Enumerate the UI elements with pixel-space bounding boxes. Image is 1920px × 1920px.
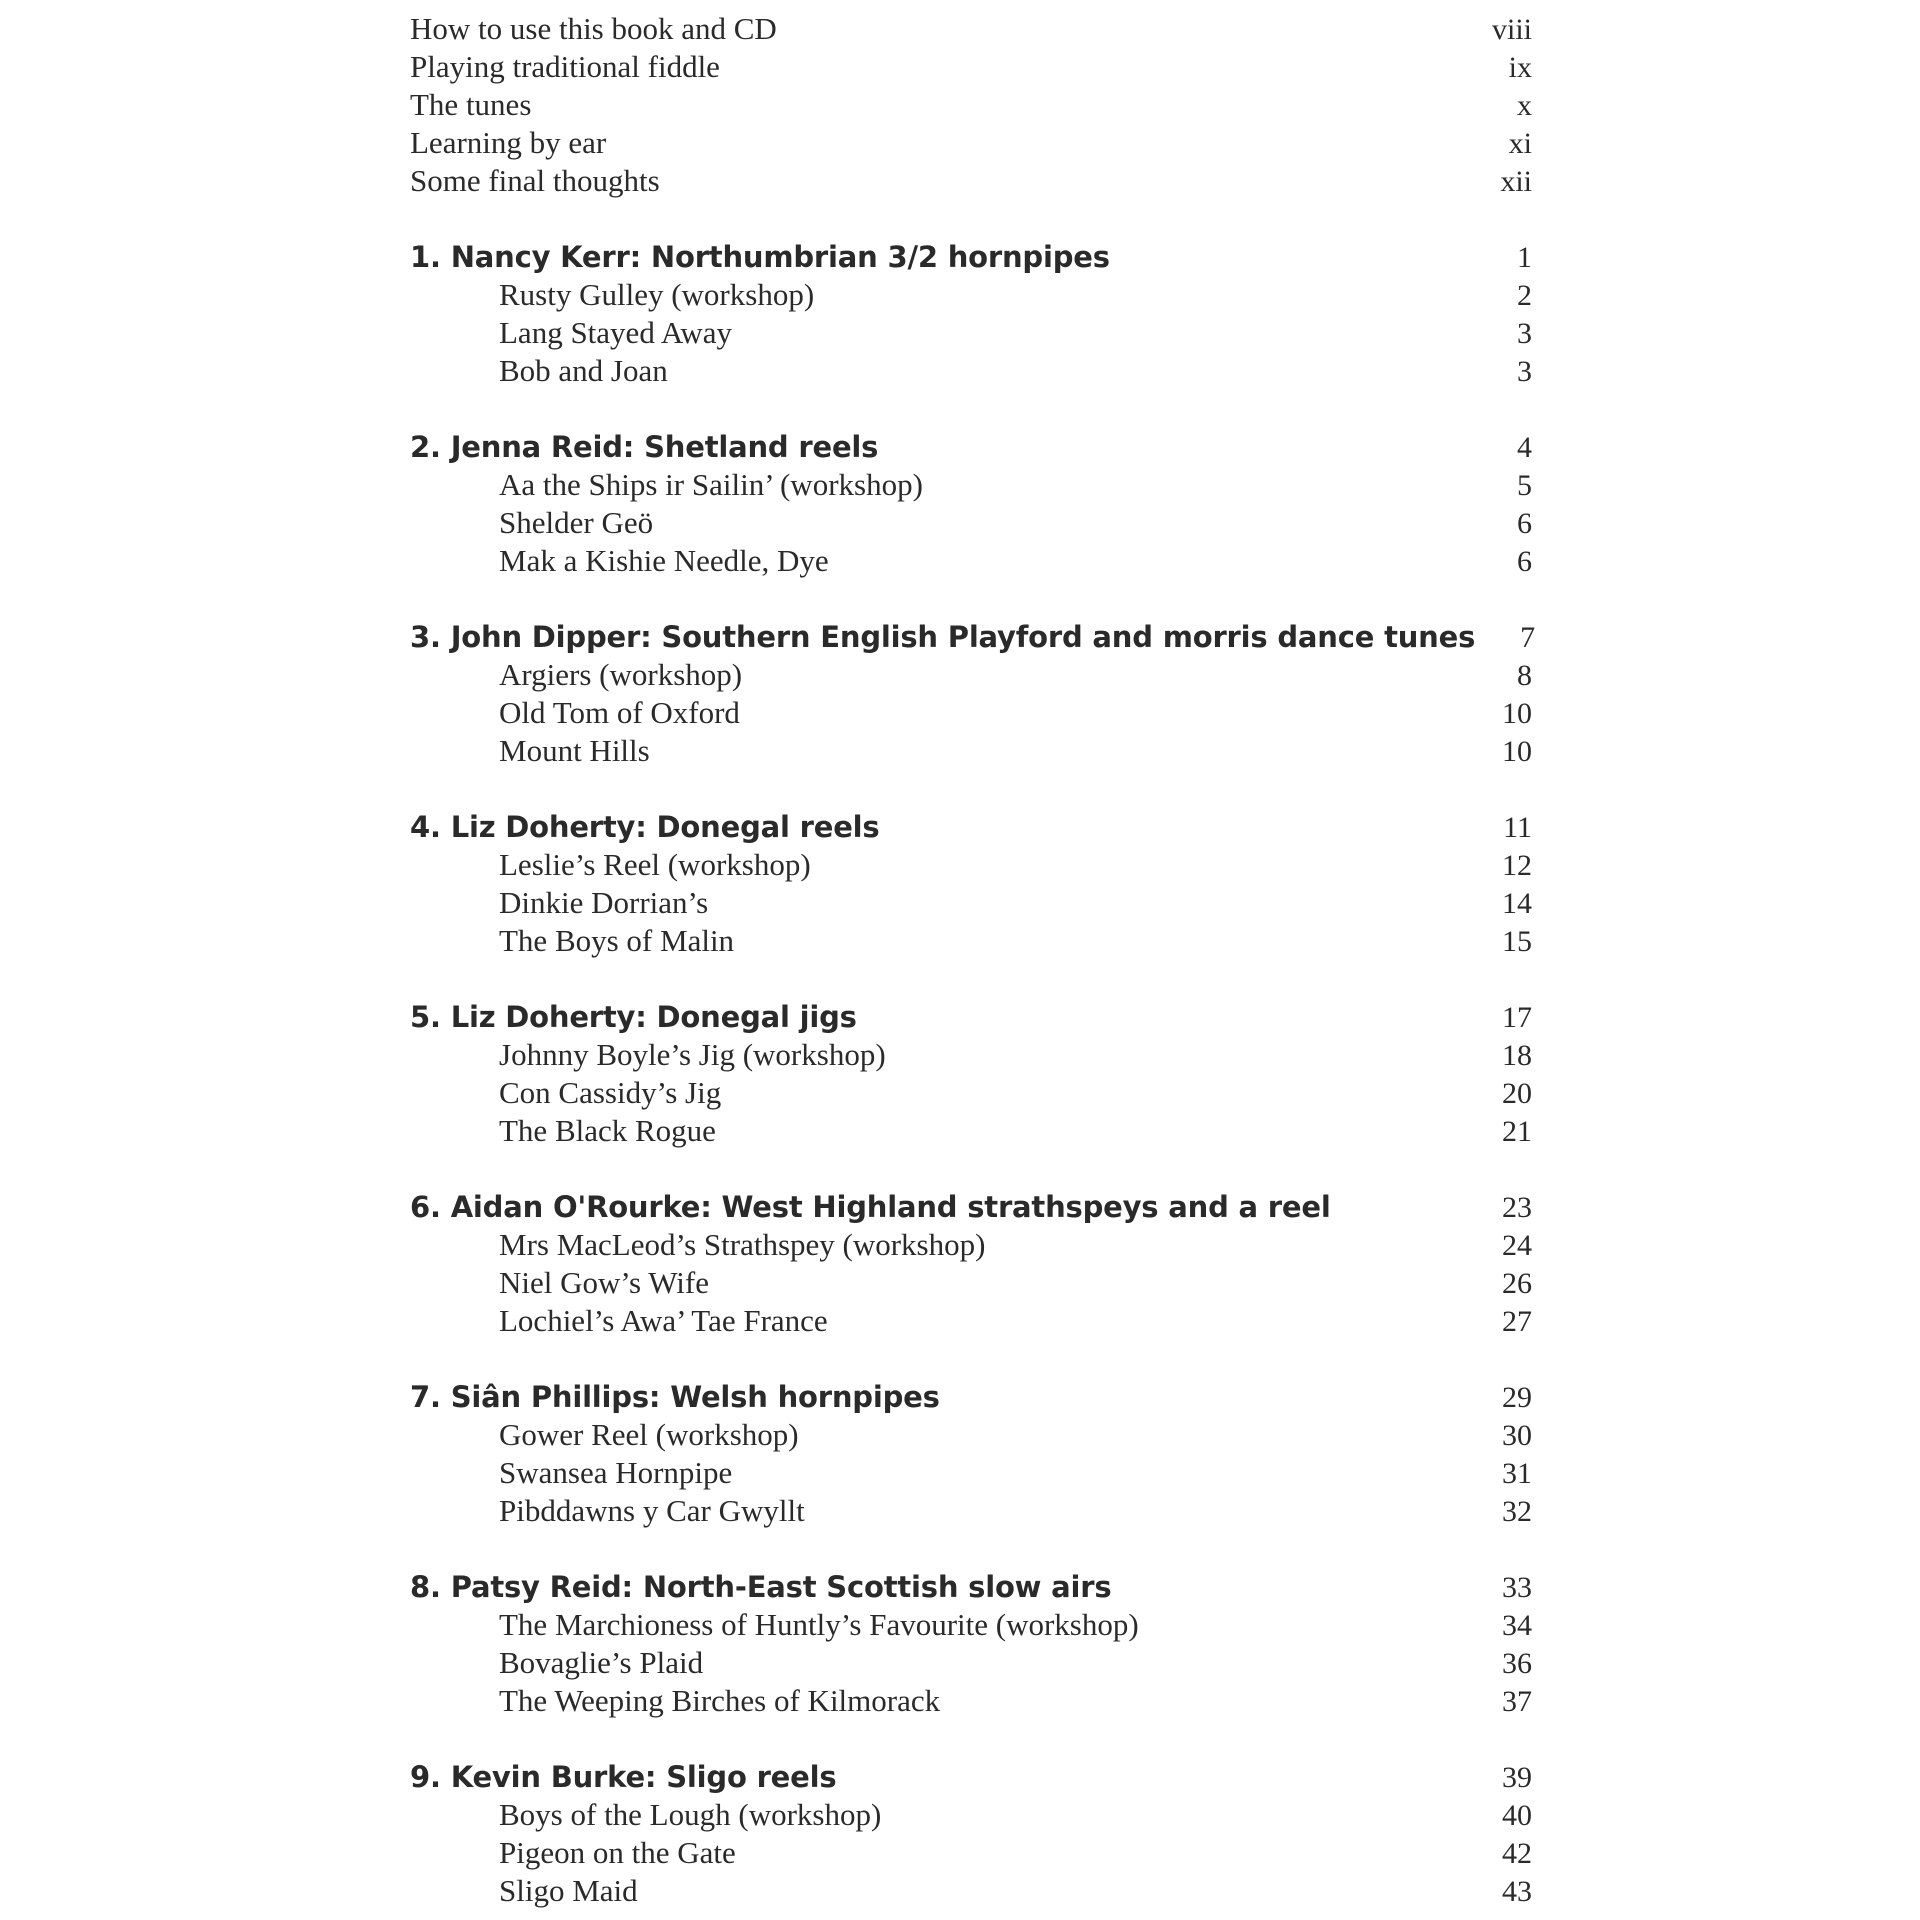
tune-title: Pigeon on the Gate [499, 1835, 736, 1870]
chapter-heading [410, 618, 1536, 656]
tune-title: Mount Hills [499, 733, 650, 768]
chapter-heading [410, 998, 1532, 1036]
tune-page: 5 [1517, 469, 1532, 502]
tune-page: 40 [1502, 1799, 1532, 1832]
toc-entry [410, 86, 1532, 124]
tune-title: The Weeping Birches of Kilmorack [499, 1683, 941, 1718]
entry-page: xi [1508, 127, 1532, 160]
entry-page: ix [1508, 51, 1532, 84]
tune-page: 34 [1502, 1609, 1532, 1642]
tune-title: The Black Rogue [499, 1113, 716, 1148]
tune-entry [410, 1302, 1532, 1340]
tune-title: Old Tom of Oxford [499, 695, 740, 730]
chapter-heading [410, 808, 1532, 846]
tune-title: Pibddawns y Car Gwyllt [499, 1493, 805, 1528]
tune-entry [410, 1112, 1532, 1150]
tune-entry [410, 732, 1532, 770]
tune-entry [410, 542, 1532, 580]
chapter-page: 29 [1502, 1381, 1532, 1414]
tune-title: Bob and Joan [499, 353, 668, 388]
entry-page: x [1517, 89, 1532, 122]
chapter-section [410, 1758, 1532, 1910]
chapter-heading [410, 238, 1532, 276]
chapter-page: 11 [1503, 811, 1532, 844]
chapter-heading [410, 1378, 1532, 1416]
chapter-title: 4. Liz Doherty: Donegal reels [410, 810, 880, 844]
tune-title: Mak a Kishie Needle, Dye [499, 543, 829, 578]
chapter-page: 17 [1502, 1001, 1532, 1034]
tune-title: Rusty Gulley (workshop) [499, 277, 815, 312]
chapter-section [410, 1188, 1532, 1340]
tune-title: Gower Reel (workshop) [499, 1417, 799, 1452]
chapter-title: 8. Patsy Reid: North-East Scottish slow airs [410, 1570, 1112, 1604]
tune-page: 2 [1517, 279, 1532, 312]
tune-title: Bovaglie’s Plaid [499, 1645, 704, 1680]
chapter-section [410, 1378, 1532, 1530]
chapter-heading [410, 428, 1532, 466]
tune-page: 6 [1517, 545, 1532, 578]
tune-title: Niel Gow’s Wife [499, 1265, 709, 1300]
tune-page: 10 [1502, 735, 1532, 768]
tune-title: Lang Stayed Away [499, 315, 733, 350]
chapter-section [410, 998, 1532, 1150]
tune-page: 43 [1502, 1875, 1532, 1908]
chapter-section [410, 618, 1536, 770]
tune-entry [410, 1036, 1532, 1074]
entry-title: Learning by ear [410, 125, 607, 160]
chapter-section [410, 808, 1532, 960]
intro-section [410, 10, 1532, 200]
tune-title: Johnny Boyle’s Jig (workshop) [499, 1037, 886, 1072]
tune-entry [410, 1226, 1532, 1264]
tune-entry [410, 1682, 1532, 1720]
toc-entry [410, 48, 1532, 86]
tune-entry [410, 1416, 1532, 1454]
tune-page: 31 [1502, 1457, 1532, 1490]
tune-entry [410, 1834, 1532, 1872]
tune-entry [410, 1454, 1532, 1492]
entry-page: viii [1491, 13, 1532, 46]
chapter-page: 7 [1520, 621, 1536, 654]
tune-page: 42 [1502, 1837, 1532, 1870]
chapter-heading [410, 1568, 1532, 1606]
entry-title: The tunes [410, 87, 532, 122]
chapter-title: 2. Jenna Reid: Shetland reels [410, 430, 879, 464]
chapter-title: 1. Nancy Kerr: Northumbrian 3/2 hornpipes [410, 240, 1110, 274]
tune-title: Swansea Hornpipe [499, 1455, 733, 1490]
tune-page: 12 [1502, 849, 1532, 882]
entry-title: Some final thoughts [410, 163, 660, 198]
tune-page: 8 [1517, 659, 1532, 692]
tune-page: 26 [1502, 1267, 1532, 1300]
tune-title: Con Cassidy’s Jig [499, 1075, 722, 1110]
tune-entry [410, 1074, 1532, 1112]
tune-entry [410, 1606, 1532, 1644]
tune-title: Argiers (workshop) [499, 657, 743, 692]
tune-entry [410, 1492, 1532, 1530]
tune-entry [410, 314, 1532, 352]
tune-entry [410, 276, 1532, 314]
tune-entry [410, 1872, 1532, 1910]
tune-page: 14 [1502, 887, 1532, 920]
tune-page: 18 [1502, 1039, 1532, 1072]
chapter-title: 7. Siân Phillips: Welsh hornpipes [410, 1380, 940, 1414]
entry-title: How to use this book and CD [410, 11, 777, 46]
chapter-title: 6. Aidan O'Rourke: West Highland strathspeys and a reel [410, 1190, 1331, 1224]
tune-page: 37 [1502, 1685, 1532, 1718]
chapter-page: 4 [1517, 431, 1532, 464]
tune-entry [410, 1264, 1532, 1302]
table-of-contents [410, 10, 1536, 1910]
tune-page: 10 [1502, 697, 1532, 730]
chapter-title: 9. Kevin Burke: Sligo reels [410, 1760, 837, 1794]
toc-entry [410, 124, 1532, 162]
chapter-page: 1 [1517, 241, 1532, 274]
tune-entry [410, 352, 1532, 390]
tune-title: Boys of the Lough (workshop) [499, 1797, 882, 1832]
toc-entry [410, 10, 1532, 48]
chapter-section [410, 238, 1532, 390]
tune-entry [410, 884, 1532, 922]
tune-entry [410, 846, 1532, 884]
tune-entry [410, 1796, 1532, 1834]
tune-title: Aa the Ships ir Sailin’ (workshop) [499, 467, 923, 502]
tune-title: The Marchioness of Huntly’s Favourite (workshop) [499, 1607, 1139, 1642]
chapter-page: 33 [1502, 1571, 1532, 1604]
chapter-title: 3. John Dipper: Southern English Playford and morris dance tunes [410, 620, 1476, 654]
tune-page: 32 [1502, 1495, 1532, 1528]
tune-page: 36 [1502, 1647, 1532, 1680]
tune-title: Dinkie Dorrian’s [499, 885, 709, 920]
tune-entry [410, 1644, 1532, 1682]
tune-title: The Boys of Malin [499, 923, 735, 958]
tune-entry [410, 656, 1532, 694]
tune-title: Mrs MacLeod’s Strathspey (workshop) [499, 1227, 986, 1262]
chapter-heading [410, 1758, 1532, 1796]
tune-page: 30 [1502, 1419, 1532, 1452]
chapter-heading [410, 1188, 1532, 1226]
toc-entry [410, 162, 1532, 200]
chapter-page: 39 [1502, 1761, 1532, 1794]
chapter-section [410, 1568, 1532, 1720]
tune-page: 3 [1517, 317, 1532, 350]
tune-page: 21 [1502, 1115, 1532, 1148]
tune-page: 15 [1502, 925, 1532, 958]
tune-page: 20 [1502, 1077, 1532, 1110]
tune-title: Leslie’s Reel (workshop) [499, 847, 811, 882]
tune-page: 24 [1502, 1229, 1532, 1262]
tune-entry [410, 694, 1532, 732]
chapter-page: 23 [1502, 1191, 1532, 1224]
tune-entry [410, 922, 1532, 960]
entry-title: Playing traditional fiddle [410, 49, 720, 84]
tune-entry [410, 466, 1532, 504]
entry-page: xii [1500, 165, 1532, 198]
tune-title: Lochiel’s Awa’ Tae France [499, 1303, 828, 1338]
chapter-title: 5. Liz Doherty: Donegal jigs [410, 1000, 857, 1034]
tune-page: 27 [1502, 1305, 1532, 1338]
tune-page: 6 [1517, 507, 1532, 540]
tune-entry [410, 504, 1532, 542]
chapter-section [410, 428, 1532, 580]
tune-page: 3 [1517, 355, 1532, 388]
tune-title: Shelder Geö [499, 505, 654, 540]
tune-title: Sligo Maid [499, 1873, 638, 1908]
